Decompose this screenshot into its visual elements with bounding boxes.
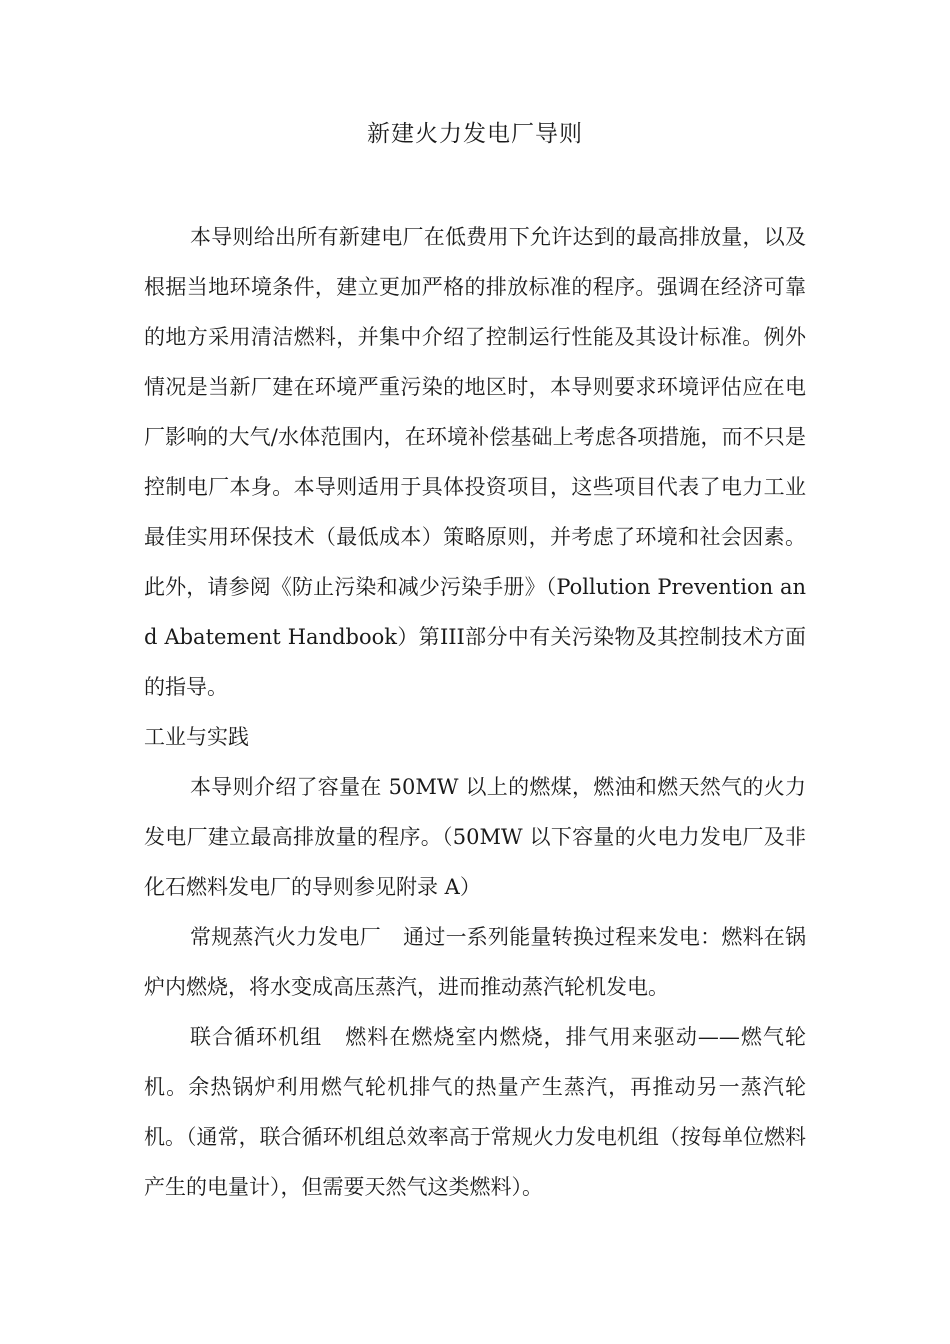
document-title: 新建火力发电厂导则	[367, 121, 583, 147]
conventional-plant-text: 通过一系列能量转换过程来发电：燃料在锅炉内燃烧，将水变成高压蒸汽，进而推动蒸汽轮机发电。	[144, 925, 807, 999]
document-body	[144, 212, 806, 1212]
section-heading: 工业与实践	[144, 725, 249, 749]
combined-cycle-paragraph	[144, 1012, 806, 1212]
conventional-plant-term: 常规蒸汽火力发电厂	[190, 925, 381, 949]
conventional-plant-paragraph	[144, 912, 806, 1012]
intro-paragraph: 本导则给出所有新建电厂在低费用下允许达到的最高排放量，以及根据当地环境条件，建立更加严格的排放标准的程序。强调在经济可靠的地方采用清洁燃料，并集中介绍了控制运行性能及其设计标准。例外情况是当新厂建在环境严重污染的地区时，本导则要求环境评估应在电厂影响的大气/水体范围内，在环境补偿基础上考虑各项措施，而不只是控制电厂本身。本导则适用于具体投资项目，这些项目代表了电力工业最佳实用环保技术（最低成本）策略原则，并考虑了环境和社会因素。此外，请参阅《防止污染和减少污染手册》（Pollution Prevention and Abatement Handbook）第III部分中有关污染物及其控制技术方面的指导。	[144, 225, 806, 699]
combined-cycle-text: 燃料在燃烧室内燃烧，排气用来驱动——燃气轮机。余热锅炉利用燃气轮机排气的热量产生蒸汽，再推动另一蒸汽轮机。（通常，联合循环机组总效率高于常规火力发电机组（按每单位燃料产生的电量计），但需要天然气这类燃料）。	[144, 1025, 807, 1199]
scope-paragraph: 本导则介绍了容量在 50MW 以上的燃煤，燃油和燃天然气的火力发电厂建立最高排放量的程序。（50MW 以下容量的火电力发电厂及非化石燃料发电厂的导则参见附录 A）	[144, 775, 806, 899]
combined-cycle-term: 联合循环机组	[190, 1025, 323, 1049]
